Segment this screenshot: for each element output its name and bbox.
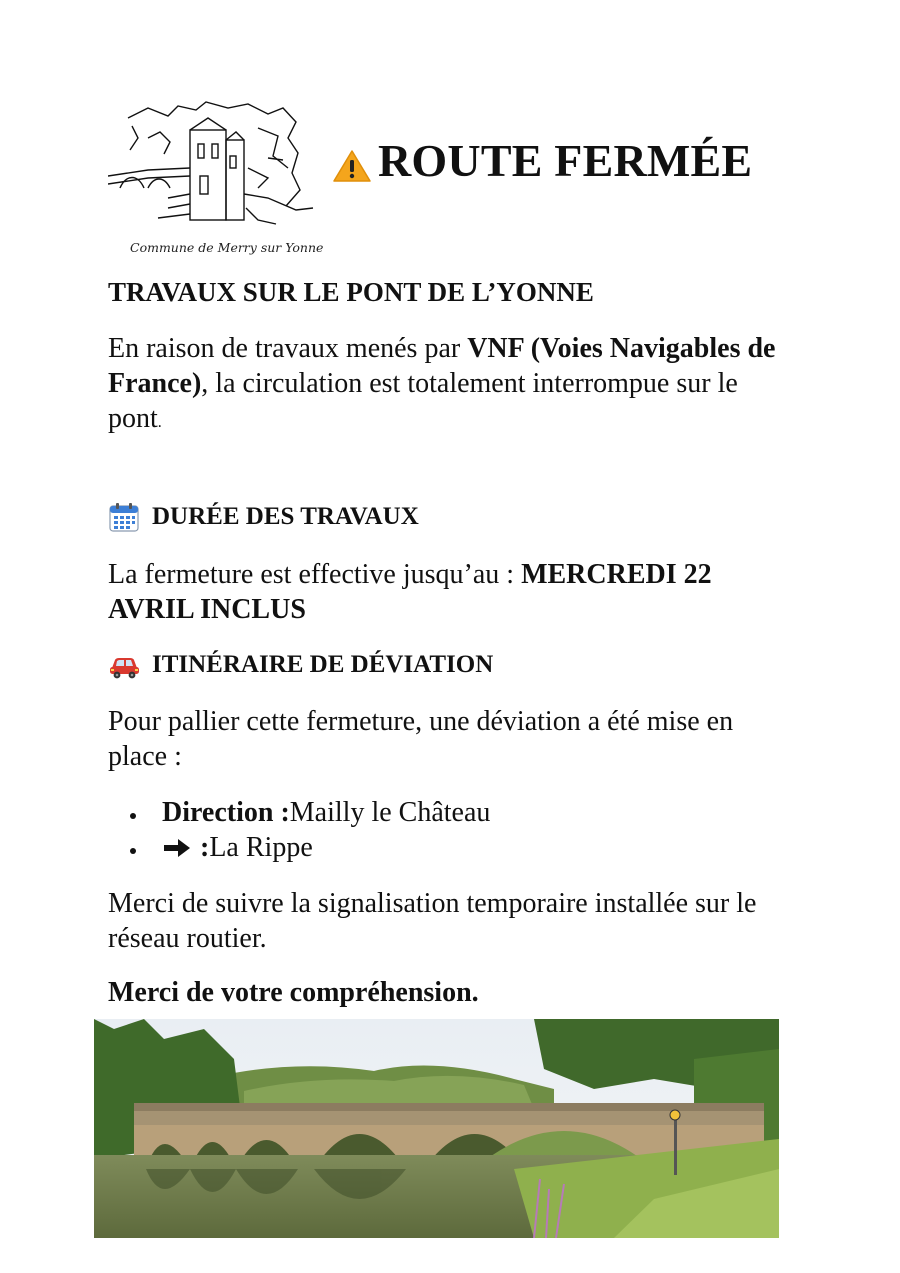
page-title: ROUTE FERMÉE xyxy=(378,135,753,186)
bullet-dot xyxy=(130,813,136,819)
duration-text: La fermeture est effective jusqu’au : xyxy=(108,559,522,590)
bridge-photo xyxy=(94,1019,779,1238)
duration-paragraph xyxy=(108,557,798,627)
signage-paragraph: Merci de suivre la signalisation temporaire installée sur le réseau routier. xyxy=(108,888,757,954)
bridge-photo-illustration xyxy=(94,1019,779,1238)
duration-heading-text: DURÉE DES TRAVAUX xyxy=(152,503,419,530)
bullet-dot xyxy=(130,848,136,854)
church-sketch-illustration xyxy=(108,98,320,238)
end-date: MERCREDI 22 AVRIL INCLUS xyxy=(108,559,712,625)
detour-heading-text: ITINÉRAIRE DE DÉVIATION xyxy=(152,651,494,678)
title-block xyxy=(332,135,753,186)
warning-icon xyxy=(332,148,372,184)
intro-period: . xyxy=(157,414,162,431)
direction-value: Mailly le Château xyxy=(289,797,491,828)
logo-caption: Commune de Merry sur Yonne xyxy=(130,240,324,255)
car-icon xyxy=(108,650,140,680)
arrow-value: La Rippe xyxy=(209,832,313,863)
detour-paragraph: Pour pallier cette fermeture, une déviation a été mise en place : xyxy=(108,706,734,772)
arrow-label: : xyxy=(200,832,210,863)
arrow-right-icon xyxy=(162,837,192,859)
list-item xyxy=(130,795,490,830)
agency-name: VNF (Voies Navigables de France) xyxy=(108,333,776,399)
intro-text-before: En raison de travaux menés par xyxy=(108,333,468,364)
detour-list xyxy=(130,795,490,865)
detour-heading xyxy=(108,650,493,680)
calendar-icon xyxy=(108,502,140,532)
duration-heading xyxy=(108,502,419,532)
list-item xyxy=(130,830,490,865)
closing-message: Merci de votre compréhension. xyxy=(108,977,479,1008)
intro-text-after: , la circulation est totalement interrompue sur le pont xyxy=(108,368,738,434)
intro-paragraph xyxy=(108,331,798,440)
direction-label: Direction : xyxy=(162,797,290,828)
works-heading: TRAVAUX SUR LE PONT DE L’YONNE xyxy=(108,277,594,307)
